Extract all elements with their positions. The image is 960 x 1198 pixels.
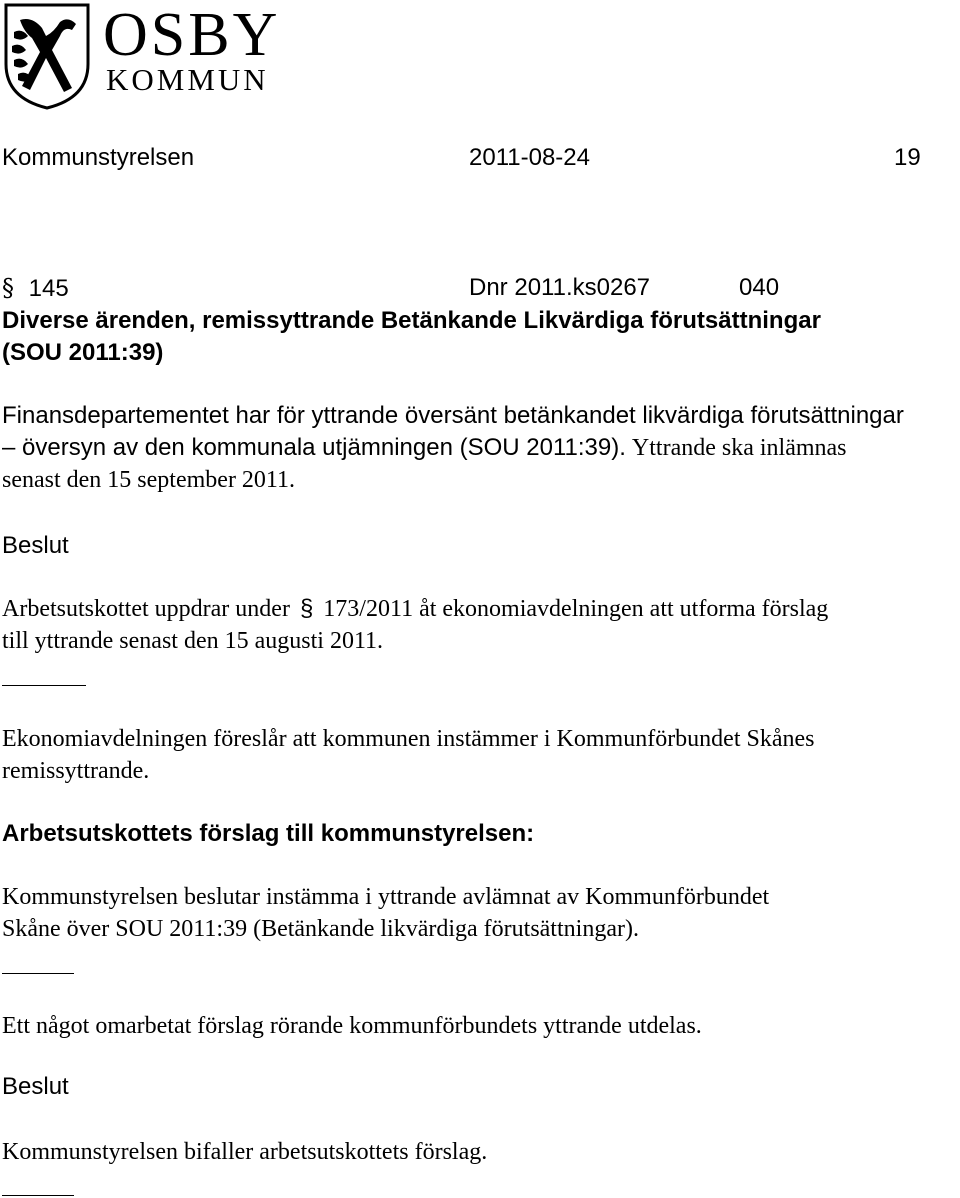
final-decision-line: Kommunstyrelsen bifaller arbetsutskottets förslag.: [2, 1139, 488, 1165]
intro-line-1: Finansdepartementet har för yttrande översänt betänkandet likvärdiga förutsättningar: [2, 402, 904, 429]
decision-heading: Beslut: [2, 532, 69, 559]
coat-of-arms-icon: [2, 2, 92, 110]
separator-rule: [2, 685, 86, 686]
au-decision-text-2: 173/2011 åt ekonomiavdelningen att utforma förslag: [323, 596, 829, 622]
au-decision-text-1: Arbetsutskottet uppdrar under: [2, 596, 290, 622]
header-page-number: 19: [894, 144, 921, 171]
au-decision-line-2: till yttrande senast den 15 augusti 2011.: [2, 628, 384, 654]
paragraph-number: [2, 273, 69, 304]
proposal-heading: Arbetsutskottets förslag till kommunstyrelsen:: [2, 820, 535, 847]
paragraph-symbol: §: [2, 274, 14, 302]
header-date: 2011-08-24: [469, 144, 590, 171]
separator-rule: [2, 973, 74, 974]
intro-line-2-part-2: Yttrande ska inlämnas: [631, 435, 847, 461]
ekonomi-line-2: remissyttrande.: [2, 758, 150, 784]
ekonomi-line-1: Ekonomiavdelningen föreslår att kommunen instämmer i Kommunförbundet Skånes: [2, 726, 815, 752]
logo-name: OSBY: [103, 1, 281, 69]
diary-number: Dnr 2011.ks0267: [469, 274, 651, 301]
intro-line-3: senast den 15 september 2011.: [2, 467, 296, 493]
revised-proposal-line: Ett något omarbetat förslag rörande kommunförbundets yttrande utdelas.: [2, 1013, 702, 1039]
final-decision-heading: Beslut: [2, 1073, 69, 1100]
intro-line-2-part-1: – översyn av den kommunala utjämningen (SOU 2011:39).: [2, 434, 626, 461]
proposal-line-1: Kommunstyrelsen beslutar instämma i yttrande avlämnat av Kommunförbundet: [2, 884, 770, 910]
logo-subname: KOMMUN: [106, 62, 269, 97]
case-code: 040: [739, 274, 780, 301]
au-decision-line-1: [2, 594, 828, 624]
paragraph-symbol: §: [299, 595, 314, 622]
proposal-line-2: Skåne över SOU 2011:39 (Betänkande likvärdiga förutsättningar).: [2, 916, 639, 942]
case-title-line-1: Diverse ärenden, remissyttrande Betänkande Likvärdiga förutsättningar: [2, 307, 821, 334]
case-title: [2, 305, 957, 369]
paragraph-number-value: 145: [28, 275, 69, 302]
header-body: Kommunstyrelsen: [2, 144, 195, 171]
intro-line-2: [2, 433, 847, 463]
case-title-line-2: (SOU 2011:39): [2, 339, 164, 366]
osby-kommun-logo: [0, 0, 290, 112]
separator-rule: [2, 1195, 74, 1196]
